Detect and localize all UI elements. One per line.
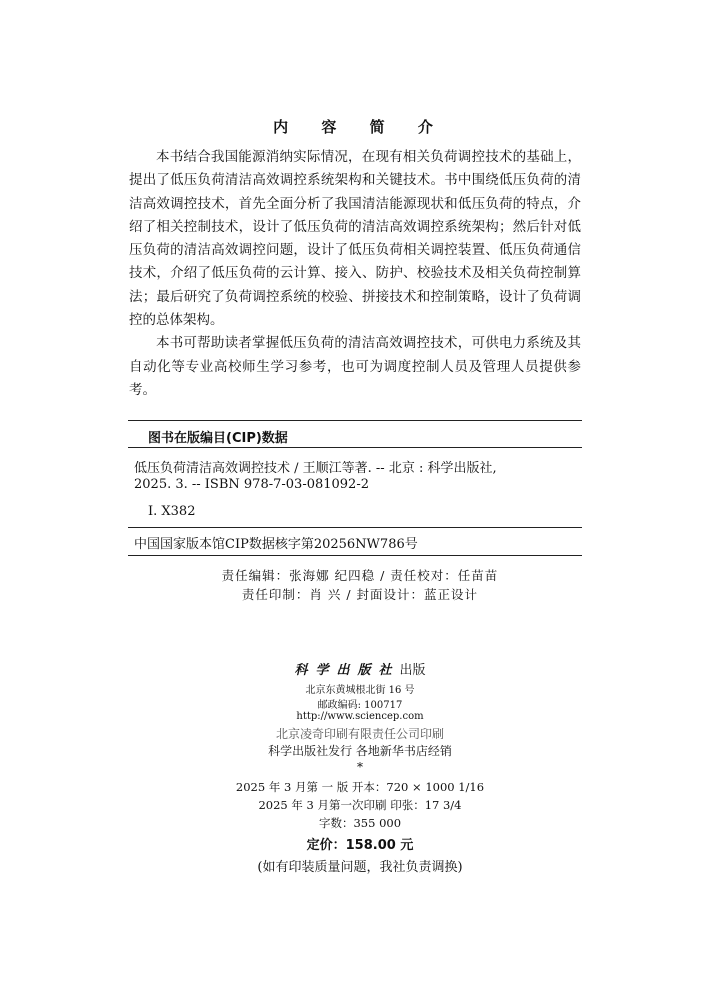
publisher-website: http://www.sciencep.com xyxy=(296,711,424,722)
staff-line-1: 责任编辑：张海娜 纪四稳 / 责任校对：任苗苗 xyxy=(221,568,499,583)
publisher-postcode: 邮政编码: 100717 xyxy=(317,700,403,711)
cip-line-2: 2025. 3. -- ISBN 978-7-03-081092-2 xyxy=(134,477,369,492)
cip-top-rule xyxy=(128,420,582,421)
distributor-line: 科学出版社发行 各地新华书店经销 xyxy=(268,744,452,758)
printer-line: 北京凌奇印刷有限责任公司印刷 xyxy=(275,727,444,741)
edition-line: 2025 年 3 月第 一 版 开本：720 × 1000 1/16 xyxy=(235,780,485,794)
cip-bottom-rule xyxy=(128,555,582,556)
separator-mark: * xyxy=(357,760,363,774)
price: 定价：158.00 元 xyxy=(306,838,414,853)
cip-classification: Ⅰ. X382 xyxy=(148,504,196,519)
word-count: 字数：355 000 xyxy=(318,816,402,830)
cip-line-1: 低压负荷清洁高效调控技术 / 王顺江等著. -- 北京 : 科学出版社, xyxy=(134,461,497,476)
cip-heading: 图书在版编目(CIP)数据 xyxy=(148,431,288,446)
summary-heading: 内 容 简 介 xyxy=(273,118,447,136)
summary-paragraph-1: 本书结合我国能源消纳实际情况，在现有相关负荷调控技术的基础上，提出了低压负荷清洁高效调控系统架构和关键技术。书中围绕低压负荷的清洁高效调控技术，首先全面分析了我国清洁能源现状和低压负荷的特点，介绍了相关控制技术，设计了低压负荷的清洁高效调控系统架构；然后针对低压负荷的清洁高效调控问题，设计了低压负荷相关调控装置、低压负荷通信技术，介绍了低压负荷的云计算、接入、防护、校验技术及相关负荷控制算法；最后研究了负荷调控系统的校验、拼接技术和控制策略，设计了负荷调控的总体架构。 xyxy=(129,149,581,329)
publisher-name: 科学出版社 xyxy=(294,663,400,678)
cip-heading-rule xyxy=(128,447,582,448)
publisher-address: 北京东黄城根北街 16 号 xyxy=(305,685,415,696)
staff-line-2: 责任印制：肖 兴 / 封面设计：蓝正设计 xyxy=(241,587,479,602)
quality-note: (如有印装质量问题，我社负责调换) xyxy=(257,860,463,875)
printing-line: 2025 年 3 月第一次印刷 印张：17 3/4 xyxy=(258,798,462,812)
summary-paragraph-2: 本书可帮助读者掌握低压负荷的清洁高效调控技术，可供电力系统及其自动化等专业高校师生学习参考，也可为调度控制人员及管理人员提供参考。 xyxy=(129,335,581,398)
publisher-line xyxy=(0,659,720,678)
summary-body xyxy=(129,146,581,402)
cip-mid-rule xyxy=(128,527,582,528)
publisher-suffix: 出版 xyxy=(399,663,426,678)
cip-record-number: 中国国家版本馆CIP数据核字第20256NW786号 xyxy=(134,537,418,552)
